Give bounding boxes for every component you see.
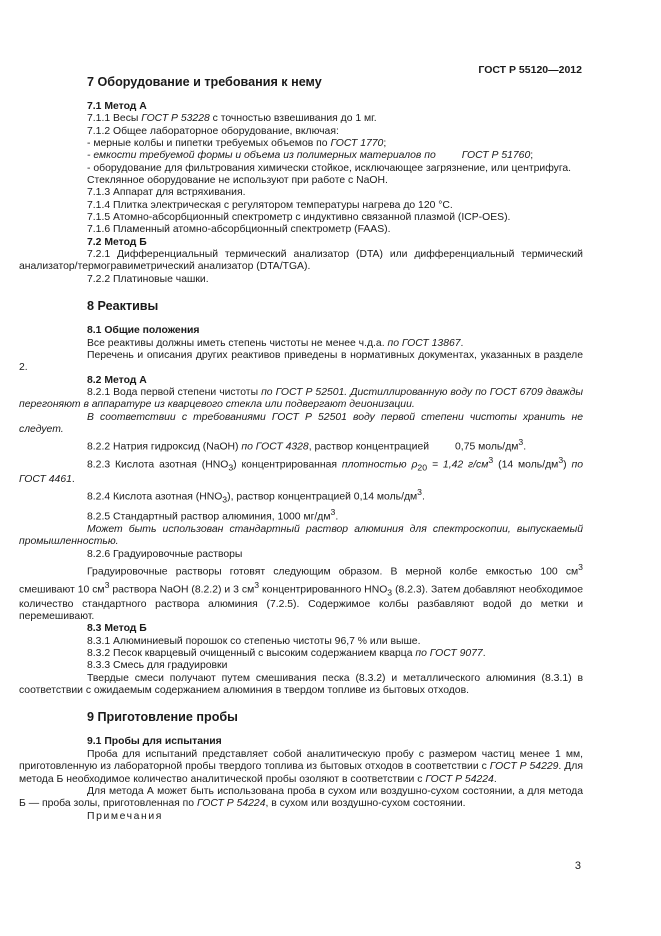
paragraph-8-2-1-storage: В соответствии с требованиями ГОСТ Р 52501 воду первой степени чистоты хранить не следует.	[19, 411, 583, 435]
section-7-title: 7 Оборудование и требования к нему	[87, 75, 322, 89]
paragraph-reagent-list: Перечень и описания других реактивов приведены в нормативных документах, указанных в разделе 2.	[19, 349, 583, 374]
paragraph-test-sample: Проба для испытаний представляет собой аналитическую пробу с размером частиц менее 1 мм, приготовленную из лабораторной пробы твердого топлива из бытовых отходов в соответствии с ГОСТ Р 54229. Для метода Б необходимое количество аналитической пробы озоляют в соответствии с ГОСТ Р 54224.	[19, 748, 583, 785]
paragraph-8-3-2: 8.3.2 Песок кварцевый очищенный с высоким содержанием кварца по ГОСТ 9077.	[87, 648, 486, 660]
paragraph-8-2-4: 8.2.4 Кислота азотная $(HNO_3)$, раствор концентрацией 0,14 моль/$дм^3$.	[87, 487, 425, 505]
paragraph-7-2-2: 7.2.2 Платиновые чашки.	[87, 273, 209, 285]
document-header: ГОСТ Р 55120—2012	[478, 64, 582, 76]
paragraph-8-2-5: 8.2.5 Стандартный раствор алюминия, 1000 $мг/дм^3$.	[87, 507, 339, 523]
paragraph-7-1-4: 7.1.4 Плитка электрическая с регулятором температуры нагрева до 120 °С.	[87, 199, 453, 211]
paragraph-7-1-2: 7.1.2 Общее лабораторное оборудование, включая:	[87, 125, 339, 137]
notes-label: Примечания	[87, 810, 163, 822]
paragraph-8-2-2: 8.2.2 Натрия гидроксид (NaOH) по ГОСТ 4328, раствор концентрацией 0,75 моль/$дм^3$.	[87, 437, 527, 453]
paragraph-7-1-5: 7.1.5 Атомно-абсорбционный спектрометр с индуктивно связанной плазмой (ICP-OES).	[87, 212, 511, 224]
method-a-reagents-heading: 8.2 Метод А	[87, 374, 147, 386]
paragraph-solid-mixtures: Твердые смеси получают путем смешивания песка (8.3.2) и металлического алюминия (8.3.1) в соответствии с ожидаемым содержанием алюминия в твердом топливе из бытовых отходов.	[19, 672, 583, 697]
method-b-reagents-heading: 8.3 Метод Б	[87, 623, 147, 635]
paragraph-8-2-5-note: Может быть использован стандартный раствор алюминия для спектроскопии, выпускаемый промышленностью.	[19, 524, 583, 548]
general-provisions-heading: 8.1 Общие положения	[87, 325, 200, 337]
document-body	[19, 74, 583, 823]
paragraph-calibration-solutions: Градуировочные растворы готовят следующим образом. В мерной колбе емкостью 100 $см^3$ смешивают 10 $см^3$ раствора NaOH (8.2.2) и 3 $см^3$ концентрированного $HNO_3$ (8.2.3). Затем добавляют необходимое количество стандартного раствора алюминия (7.2.5). Содержимое колбы разбавляют водой до метки и перемешивают.	[19, 562, 583, 623]
section-9-title: 9 Приготовление пробы	[87, 710, 238, 725]
method-a-heading: 7.1 Метод А	[87, 101, 147, 112]
paragraph-reagent-purity: Все реактивы должны иметь степень чистоты не менее ч.д.а. по ГОСТ 13867.	[87, 337, 464, 349]
paragraph-7-1-3: 7.1.3 Аппарат для встряхивания.	[87, 187, 246, 199]
method-b-heading: 7.2 Метод Б	[87, 236, 147, 248]
paragraph-8-2-1: 8.2.1 Вода первой степени чистоты по ГОСТ Р 52501. Дистиллированную воду по ГОСТ 6709 дважды перегоняют в аппаратуре из кварцевого стекла или подвергают деионизации.	[19, 386, 584, 411]
paragraph-8-3-3: 8.3.3 Смесь для градуировки	[87, 660, 228, 672]
paragraph-7-1-6: 7.1.6 Пламенный атомно-абсорбционный спектрометр (FAAS).	[87, 224, 391, 236]
paragraph-8-2-3: 8.2.3 Кислота азотная $(HNO_3)$ концентрированная плотностью $\rho_{20} = 1,42$ $г/см^3$ (14 моль/$дм^3$) по ГОСТ 4461.	[19, 455, 583, 485]
section-8-title: 8 Реактивы	[87, 299, 159, 314]
test-samples-heading: 9.1 Пробы для испытания	[87, 736, 222, 748]
paragraph-glassware: Стеклянное оборудование не используют при работе с NaOH.	[87, 175, 388, 187]
list-item-filtration: - оборудование для фильтрования химически стойкое, исключающее загрязнение, или центрифуга.	[87, 162, 572, 174]
list-item-containers: - емкости требуемой формы и объема из полимерных материалов по ГОСТ Р 51760;	[87, 150, 534, 162]
paragraph-8-3-1: 8.3.1 Алюминиевый порошок со степенью чистоты 96,7 % или выше.	[87, 635, 421, 647]
paragraph-7-2-1: 7.2.1 Дифференциальный термический анализатор (DTA) или дифференциальный термический анализатор/термогравиметрический анализатор (DTA/TGA).	[19, 249, 583, 273]
list-item-flasks: - мерные колбы и пипетки требуемых объемов по ГОСТ 1770;	[87, 138, 387, 150]
page-number: 3	[574, 860, 581, 872]
paragraph-sample-state: Для метода А может быть использована проба в сухом или воздушно-сухом состоянии, а для метода Б — проба золы, приготовленная по ГОСТ Р 54224, в сухом или воздушно-сухом состоянии.	[19, 785, 583, 810]
paragraph-8-2-6: 8.2.6 Градуировочные растворы	[87, 548, 243, 560]
paragraph-7-1-1: 7.1.1 Весы ГОСТ Р 53228 с точностью взвешивания до 1 мг.	[87, 113, 377, 125]
